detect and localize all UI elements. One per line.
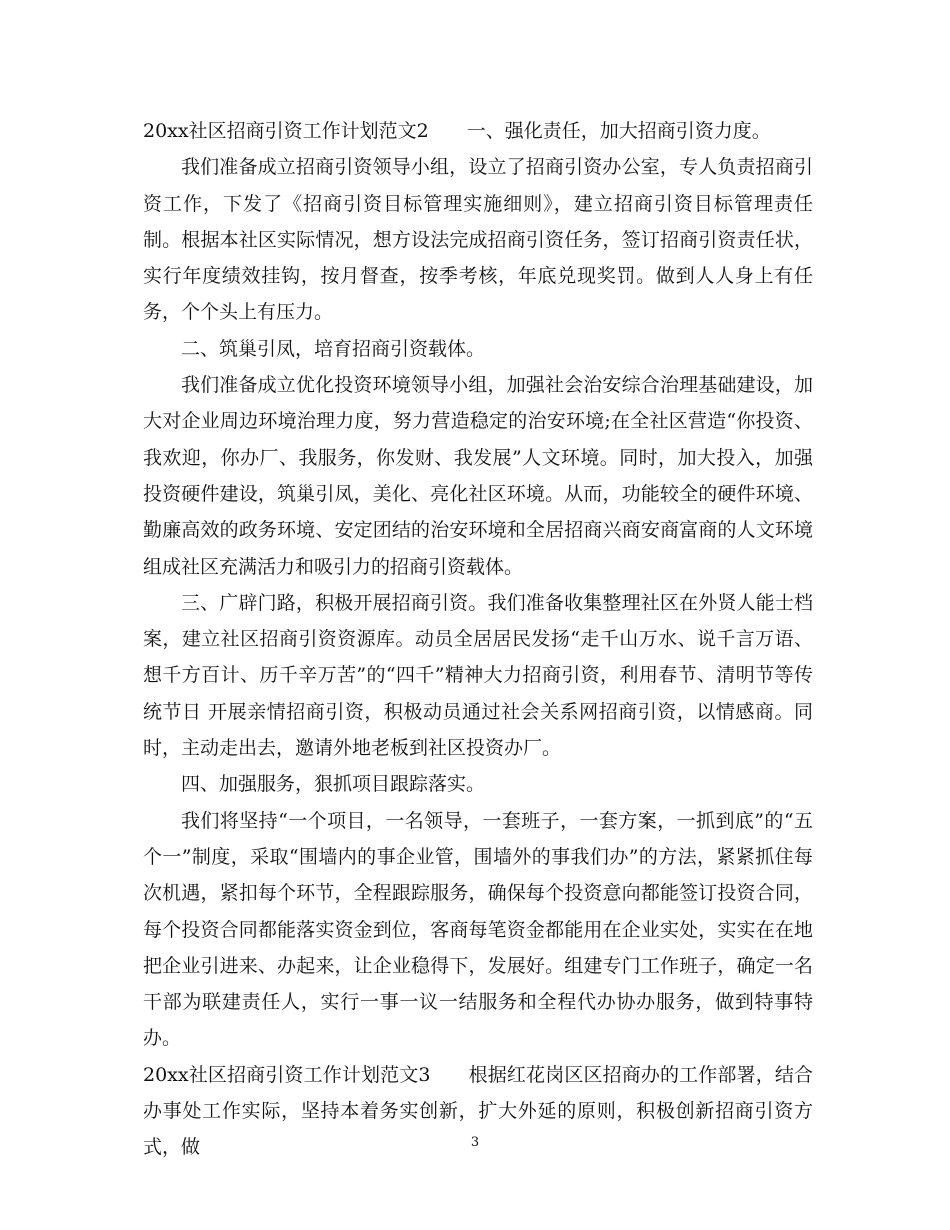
section-heading-2: 二、筑巢引凤，培育招商引资载体。 xyxy=(181,337,486,360)
heading-paragraph-2 xyxy=(143,113,813,149)
page-number: 3 xyxy=(470,1135,480,1150)
paragraph-1: 我们准备成立招商引资领导小组，设立了招商引资办公室，专人负责招商引资工作，下发了《招商引资目标管理实施细则》，建立招商引资目标管理责任制。根据本社区实际情况，想方设法完成招商引资任务，签订招商引资责任状，实行年度绩效挂钩，按月督查，按季考核，年底兑现奖罚。做到人人身上有任务，个个头上有压力。 xyxy=(143,156,813,324)
section-title-3: 20xx社区招商引资工作计划范文3 xyxy=(143,1063,431,1086)
body-text xyxy=(143,113,813,1166)
section-heading-1: 一、强化责任，加大招商引资力度。 xyxy=(466,120,771,142)
paragraph-5: 根据红花岗区区招商办的工作部署，结合办事处工作实际，坚持本着务实创新，扩大外延的原则，积极创新招商引资方式，做 xyxy=(143,1063,813,1159)
section-title-2: 20xx社区招商引资工作计划范文2 xyxy=(143,120,429,142)
paragraph-3: 三、广辟门路，积极开展招商引资。我们准备收集整理社区在外贤人能士档案，建立社区招商引资资源库。动员全居居民发扬“走千山万水、说千言万语、想千方百计、历千辛万苦”的“四千”精神大力招商引资，利用春节、清明节等传统节日 开展亲情招商引资，积极动员通过社会关系网招商引资，以情感商。同时，主动走出去，邀请外地老板到社区投资办厂。 xyxy=(143,591,813,760)
paragraph-4: 我们将坚持“一个项目，一名领导，一套班子，一套方案，一抓到底”的“五个一”制度，采取“围墙内的事企业管，围墙外的事我们办”的方法，紧紧抓住每次机遇，紧扣每个环节，全程跟踪服务，确保每个投资意向都能签订投资合同，每个投资合同都能落实资金到位，客商每笔资金都能用在企业实处，实实在在地把企业引进来、办起来，让企业稳得下，发展好。组建专门工作班子，确定一名干部为联建责任人，实行一事一议一结服务和全程代办协办服务，做到特事特办。 xyxy=(143,809,813,1050)
section-heading-4: 四、加强服务，狠抓项目跟踪落实。 xyxy=(181,773,486,796)
paragraph-2: 我们准备成立优化投资环境领导小组，加强社会治安综合治理基础建设，加大对企业周边环境治理力度，努力营造稳定的治安环境;在全社区营造“你投资、我欢迎，你办厂、我服务，你发财、我发展”人文环境。同时，加大投入，加强投资硬件建设，筑巢引凤，美化、亮化社区环境。从而，功能较全的硬件环境、勤廉高效的政务环境、安定团结的治安环境和全居招商兴商安商富商的人文环境组成社区充满活力和吸引力的招商引资载体。 xyxy=(143,374,813,578)
